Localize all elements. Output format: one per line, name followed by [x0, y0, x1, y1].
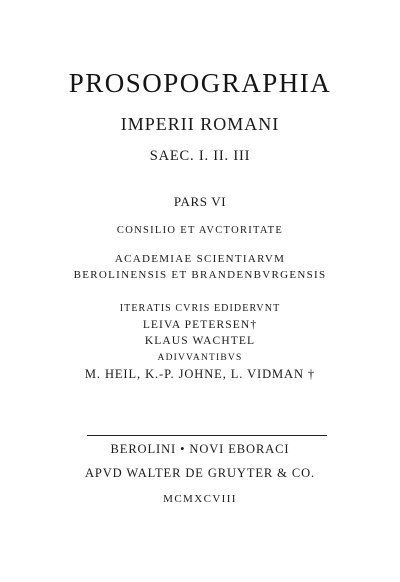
- part-label: PARS VI: [173, 194, 227, 209]
- consilio-line: CONSILIO ET AVCTORITATE: [116, 225, 284, 236]
- editor-petersen: LEIVA PETERSEN†: [142, 319, 258, 331]
- imprint-year: MCMXCVIII: [163, 493, 237, 505]
- imprint-publisher: APVD WALTER DE GRUYTER & CO.: [84, 466, 316, 480]
- assistants-intro: ADIVVANTIBVS: [157, 353, 243, 363]
- imprint-places: BEROLINI • NOVI EBORACI: [110, 442, 290, 456]
- book-title: PROSOPOGRAPHIA: [68, 68, 332, 98]
- assistants-names: M. HEIL, K.-P. JOHNE, L. VIDMAN †: [84, 367, 316, 381]
- academy-line-2: BEROLINENSIS ET BRANDENBVRGENSIS: [73, 269, 327, 281]
- book-subtitle: IMPERII ROMANI: [120, 114, 280, 134]
- centuries-line: SAEC. I. II. III: [149, 148, 251, 164]
- editor-wachtel: KLAUS WACHTEL: [144, 335, 256, 347]
- academy-line-1: ACADEMIAE SCIENTIARVM: [114, 253, 286, 265]
- imprint-rule: [87, 435, 327, 436]
- editors-intro: ITERATIS CVRIS EDIDERVNT: [119, 303, 281, 314]
